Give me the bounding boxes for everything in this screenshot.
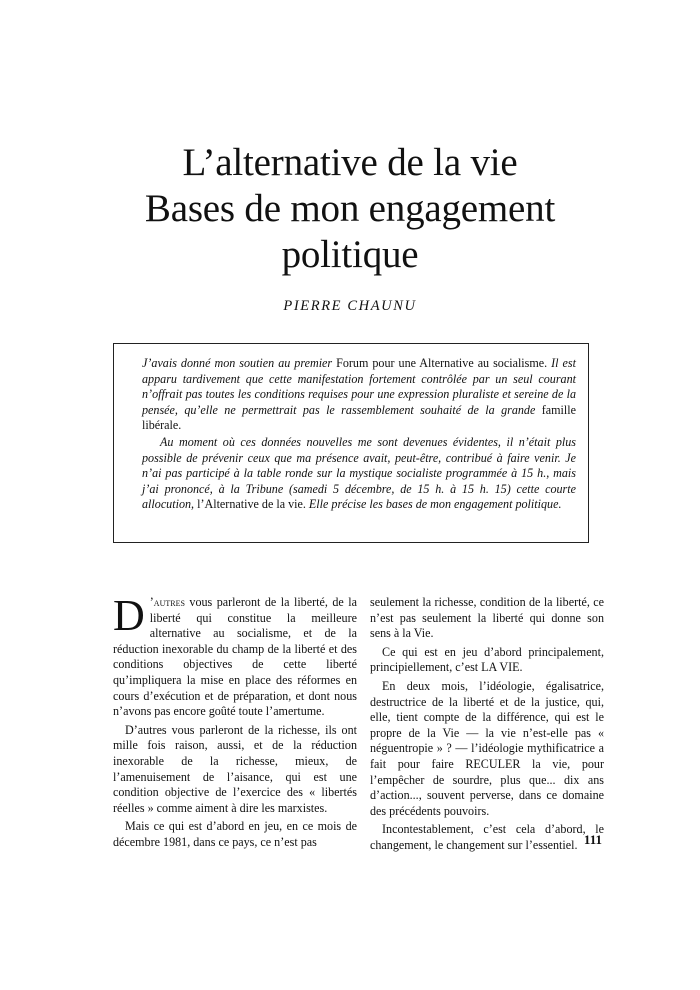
abstract-box: [113, 343, 589, 543]
body-right-paragraph-1: seulement la richesse, condition de la liberté, ce n’est pas seulement la liberté qui donne son sens à la Vie.: [370, 595, 604, 641]
drop-cap: D: [113, 591, 145, 640]
article-title: [60, 140, 640, 278]
body-right-paragraph-3: En deux mois, l’idéologie, égalisatrice, destructrice de la liberté et de la justice, qui, elle, tient compte de la différence, qui est le propre de la Vie — la vie n’est-elle pas « néguentropie » ? — l’idéologie mythificatrice a fait pour faire RECULER la vie, pour l’empêcher de sourdre, plus que... dix ans d’action..., souvent perverse, dans ce domaine des précédents pouvoirs.: [370, 678, 604, 818]
body-left-paragraph-3: Mais ce qui est d’abord en jeu, en ce mois de décembre 1981, dans ce pays, ce n’est pas: [113, 819, 357, 849]
abstract-p2-s1: Au moment où ces données nouvelles me sont devenues évidentes, il n’était plus possible de prévenir ceux que ma présence avait, peut-être, contribué à faire venir. Je n’ai pas participé à la table ronde sur la mystique socialiste programmée à 15 h., mais j’ai prononcé, à la Tribune (samedi 5 décembre, de 15 h. à 15 h. 15) cette courte allocution,: [142, 434, 576, 512]
abstract-p1-s4: famille libérale.: [142, 402, 576, 433]
abstract-p2-s3: Elle précise les bases de mon engagement politique.: [308, 497, 562, 512]
body-column-left: [113, 591, 357, 854]
title-line-3: politique: [281, 233, 419, 276]
author-name: PIERRE CHAUNU: [283, 298, 417, 314]
body-right-paragraph-4: Incontestablement, c’est cela d’abord, le changement, le changement sur l’essentiel.: [370, 822, 604, 852]
lead-in: ’autres: [149, 595, 185, 609]
page-number: 111: [583, 832, 602, 847]
title-line-1: L’alternative de la vie: [182, 141, 518, 184]
body-left-p1-text: vous parleront de la liberté, de la liberté qui constitue la meilleure alternative au socialisme, et de la réduction inexorable du champ de la liberté et des conditions objectives de cette liberté qu’impliquera la mise en place des réformes en cours d’exécution et de préparation, et dont nous n’avons pas encore goûté toute l’amertume.: [113, 595, 357, 719]
abstract-p2-s2: l’Alternative de la vie.: [197, 497, 309, 512]
title-line-2: Bases de mon engagement: [144, 187, 556, 230]
abstract-p1-s3: Il est apparu tardivement que cette manifestation fortement contrôlée par un seul courant n’offrait pas toutes les conditions requises pour une expression pluraliste et sereine de la pensée, qu’elle ne permettrait pas le rassemblement souhaité de la grande: [142, 356, 576, 417]
abstract-p1-s2: Forum pour une Alternative au socialisme.: [332, 356, 552, 370]
body-right-paragraph-2: Ce qui est en jeu d’abord principalement, principiellement, c’est LA VIE.: [370, 644, 604, 675]
body-column-right: [370, 595, 604, 857]
body-left-paragraph-1: [113, 591, 357, 720]
abstract-paragraph-1: [142, 356, 576, 434]
abstract-paragraph-2: [142, 435, 576, 513]
body-left-paragraph-2: D’autres vous parleront de la richesse, ils ont mille fois raison, aussi, et de la réduction inexorable de la richesse, mieux, de l’amenuisement de l’aisance, qui est une condition objective de l’exercice des « libertés réelles » comme aiment à dire les marxistes.: [113, 722, 357, 815]
abstract-p1-s1: J’avais donné mon soutien au premier: [142, 356, 333, 370]
